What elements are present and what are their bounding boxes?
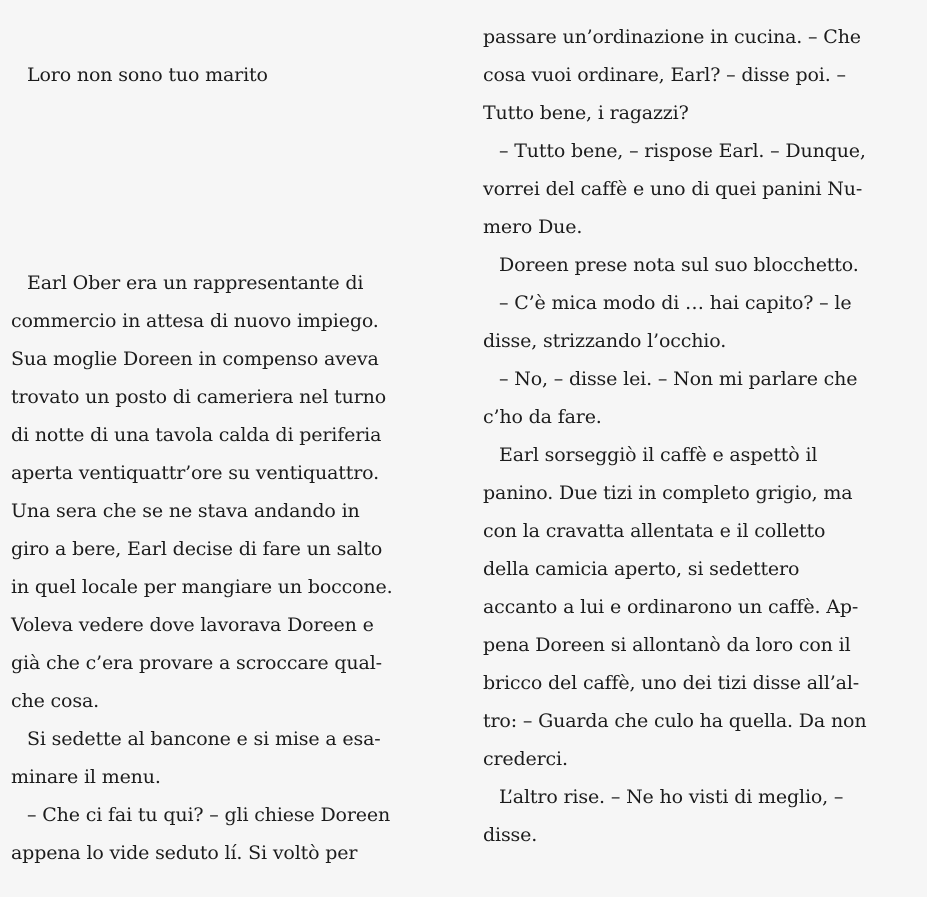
text-line: appena lo vide seduto lí. Si voltò per xyxy=(11,842,358,864)
chapter-title: Loro non sono tuo marito xyxy=(27,64,268,86)
text-line: Tutto bene, i ragazzi? xyxy=(483,102,689,124)
text-line: con la cravatta allentata e il colletto xyxy=(483,520,826,542)
text-line: passare un’ordinazione in cucina. – Che xyxy=(483,26,861,48)
text-line: crederci. xyxy=(483,748,568,770)
text-line: c’ho da fare. xyxy=(483,406,602,428)
text-line: vorrei del caffè e uno di quei panini Nu- xyxy=(483,178,863,200)
text-line: Voleva vedere dove lavorava Doreen e xyxy=(11,614,374,636)
text-line: accanto a lui e ordinarono un caffè. Ap- xyxy=(483,596,859,618)
text-line: in quel locale per mangiare un boccone. xyxy=(11,576,393,598)
text-line: – C’è mica modo di … hai capito? – le xyxy=(499,292,852,314)
text-line: della camicia aperto, si sedettero xyxy=(483,558,800,580)
text-line: cosa vuoi ordinare, Earl? – disse poi. – xyxy=(483,64,846,86)
text-line: commercio in attesa di nuovo impiego. xyxy=(11,310,379,332)
text-line: trovato un posto di cameriera nel turno xyxy=(11,386,387,408)
text-line: disse. xyxy=(483,824,538,846)
text-line: giro a bere, Earl decise di fare un salto xyxy=(11,538,383,560)
text-line: Sua moglie Doreen in compenso aveva xyxy=(11,348,379,370)
text-line: tro: – Guarda che culo ha quella. Da non xyxy=(483,710,867,732)
text-line: aperta ventiquattr’ore su ventiquattro. xyxy=(11,462,379,484)
text-line: L’altro rise. – Ne ho visti di meglio, – xyxy=(499,786,844,808)
text-line: Earl sorseggiò il caffè e aspettò il xyxy=(499,444,818,466)
text-line: pena Doreen si allontanò da loro con il xyxy=(483,634,851,656)
text-line: Earl Ober era un rappresentante di xyxy=(27,272,364,294)
text-line: Si sedette al bancone e si mise a esa- xyxy=(27,728,381,750)
text-line: minare il menu. xyxy=(11,766,161,788)
text-line: – Che ci fai tu qui? – gli chiese Doreen xyxy=(27,804,391,826)
text-line: di notte di una tavola calda di periferia xyxy=(11,424,382,446)
text-line: Una sera che se ne stava andando in xyxy=(11,500,360,522)
text-line: disse, strizzando l’occhio. xyxy=(483,330,727,352)
text-line: – Tutto bene, – rispose Earl. – Dunque, xyxy=(499,140,866,162)
text-line: bricco del caffè, uno dei tizi disse all’al- xyxy=(483,672,860,694)
text-line: Doreen prese nota sul suo blocchetto. xyxy=(499,254,859,276)
text-line: – No, – disse lei. – Non mi parlare che xyxy=(499,368,858,390)
text-line: che cosa. xyxy=(11,690,100,712)
text-line: panino. Due tizi in completo grigio, ma xyxy=(483,482,853,504)
text-line: già che c’era provare a scroccare qual- xyxy=(11,652,382,674)
text-line: mero Due. xyxy=(483,216,583,238)
